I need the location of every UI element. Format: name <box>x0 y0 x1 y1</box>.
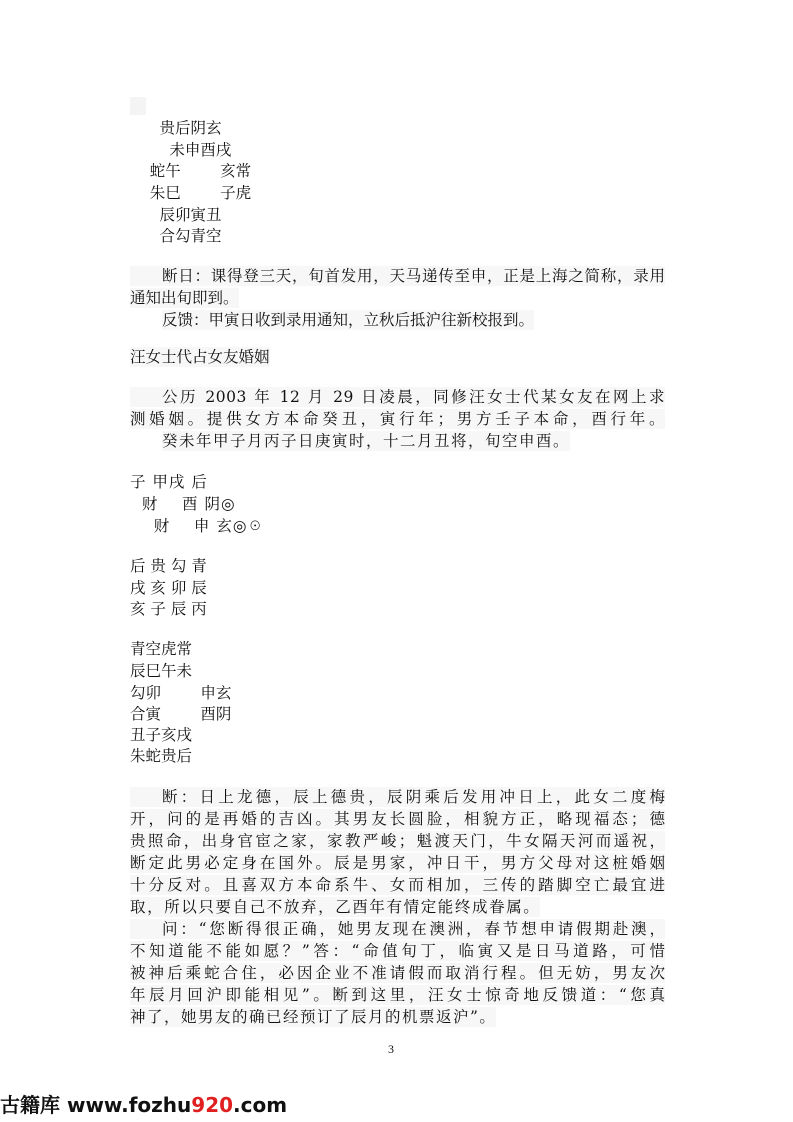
feedback-line: 反馈：甲寅日收到录用通知，立秋后抵沪往新校报到。 <box>162 311 535 329</box>
analysis-line: 断定此男必定身在国外。辰是男家，冲日干，男方父母对这桩婚姻 <box>130 854 665 872</box>
footer-site-prefix: www.fozhu <box>66 1093 192 1117</box>
analysis-line: 十分反对。且喜双方本命系牛、女而相加，三传的踏脚空亡最宜进 <box>130 876 665 894</box>
lesson-line: 亥 子 辰 丙 <box>130 600 207 618</box>
intro-line: 公历 2003 年 12 月 29 日凌晨，同修汪女士代某女友在网上求 <box>130 387 665 407</box>
judgment-line: 断日：课得登三天，旬首发用，天马递传至申，正是上海之简称，录用 <box>130 266 665 286</box>
footer-site-number: 920 <box>191 1093 234 1117</box>
footer-watermark <box>0 1090 287 1120</box>
analysis-line: 贵照命，出身官宦之家，家教严峻；魁渡天门，牛女隔天河而遥祝， <box>130 832 665 850</box>
dialogue-line: 被神后乘蛇合住，必因企业不准请假而取消行程。但无妨，男友次 <box>130 964 665 982</box>
lesson-line: 后 贵 勾 青 <box>130 557 207 575</box>
footer-site-suffix: .com <box>233 1093 288 1117</box>
plate-line: 朱蛇贵后 <box>130 747 193 765</box>
dialogue-line: 神了，她男友的确已经预订了辰月的机票返沪”。 <box>130 1008 497 1026</box>
plate-line: 合寅 酉阴 <box>130 705 232 723</box>
chart-line: 蛇午 亥常 <box>130 162 252 180</box>
dialogue-line: 问：“您断得很正确，她男友现在澳洲，春节想申请假期赴澳， <box>130 919 665 939</box>
plate-line: 勾卯 申玄 <box>130 684 232 702</box>
page-number: 3 <box>388 1042 394 1056</box>
intro-line: 测婚姻。提供女方本命癸丑，寅行年；男方壬子本命，酉行年。 <box>130 410 665 428</box>
chart-line: 贵后阴玄 <box>130 119 222 137</box>
chart-line: 辰卯寅丑 <box>130 206 222 224</box>
analysis-line: 取，所以只要自己不放弃，乙酉年有情定能终成眷属。 <box>130 898 541 916</box>
dialogue-line: 不知道能不能如愿？”答：“命值旬丁，临寅又是日马道路，可惜 <box>130 942 665 960</box>
chart-line: 未申酉戌 <box>130 141 232 159</box>
section-title: 汪女士代占女友婚姻 <box>130 348 270 366</box>
blank-marker <box>130 97 146 115</box>
plate-line: 辰巳午未 <box>130 662 193 680</box>
analysis-line: 开，问的是再婚的吉凶。其男友长圆脸，相貌方正，略现福态；德 <box>130 810 665 828</box>
dialogue-line: 年辰月回沪即能相见”。断到这里，汪女士惊奇地反馈道：“您真 <box>130 986 665 1004</box>
lesson-line: 戌 亥 卯 辰 <box>130 579 207 597</box>
transmission-line: 财 酉 阴◎ <box>130 495 236 513</box>
footer-brand: 古籍库 <box>0 1093 67 1117</box>
plate-line: 丑子亥戌 <box>130 726 193 744</box>
judgment-line: 通知出旬即到。 <box>130 289 239 307</box>
plate-line: 青空虎常 <box>130 640 193 658</box>
chart-line: 合勾青空 <box>130 227 222 245</box>
transmission-line: 财 申 玄◎☉ <box>130 517 264 535</box>
analysis-line: 断：日上龙德，辰上德贵，辰阴乘后发用冲日上，此女二度梅 <box>130 787 665 807</box>
chart-line: 朱巳 子虎 <box>130 184 252 202</box>
intro-line: 癸未年甲子月丙子日庚寅时，十二月丑将，旬空申酉。 <box>162 432 571 450</box>
transmission-line: 子 甲戌 后 <box>130 473 208 491</box>
